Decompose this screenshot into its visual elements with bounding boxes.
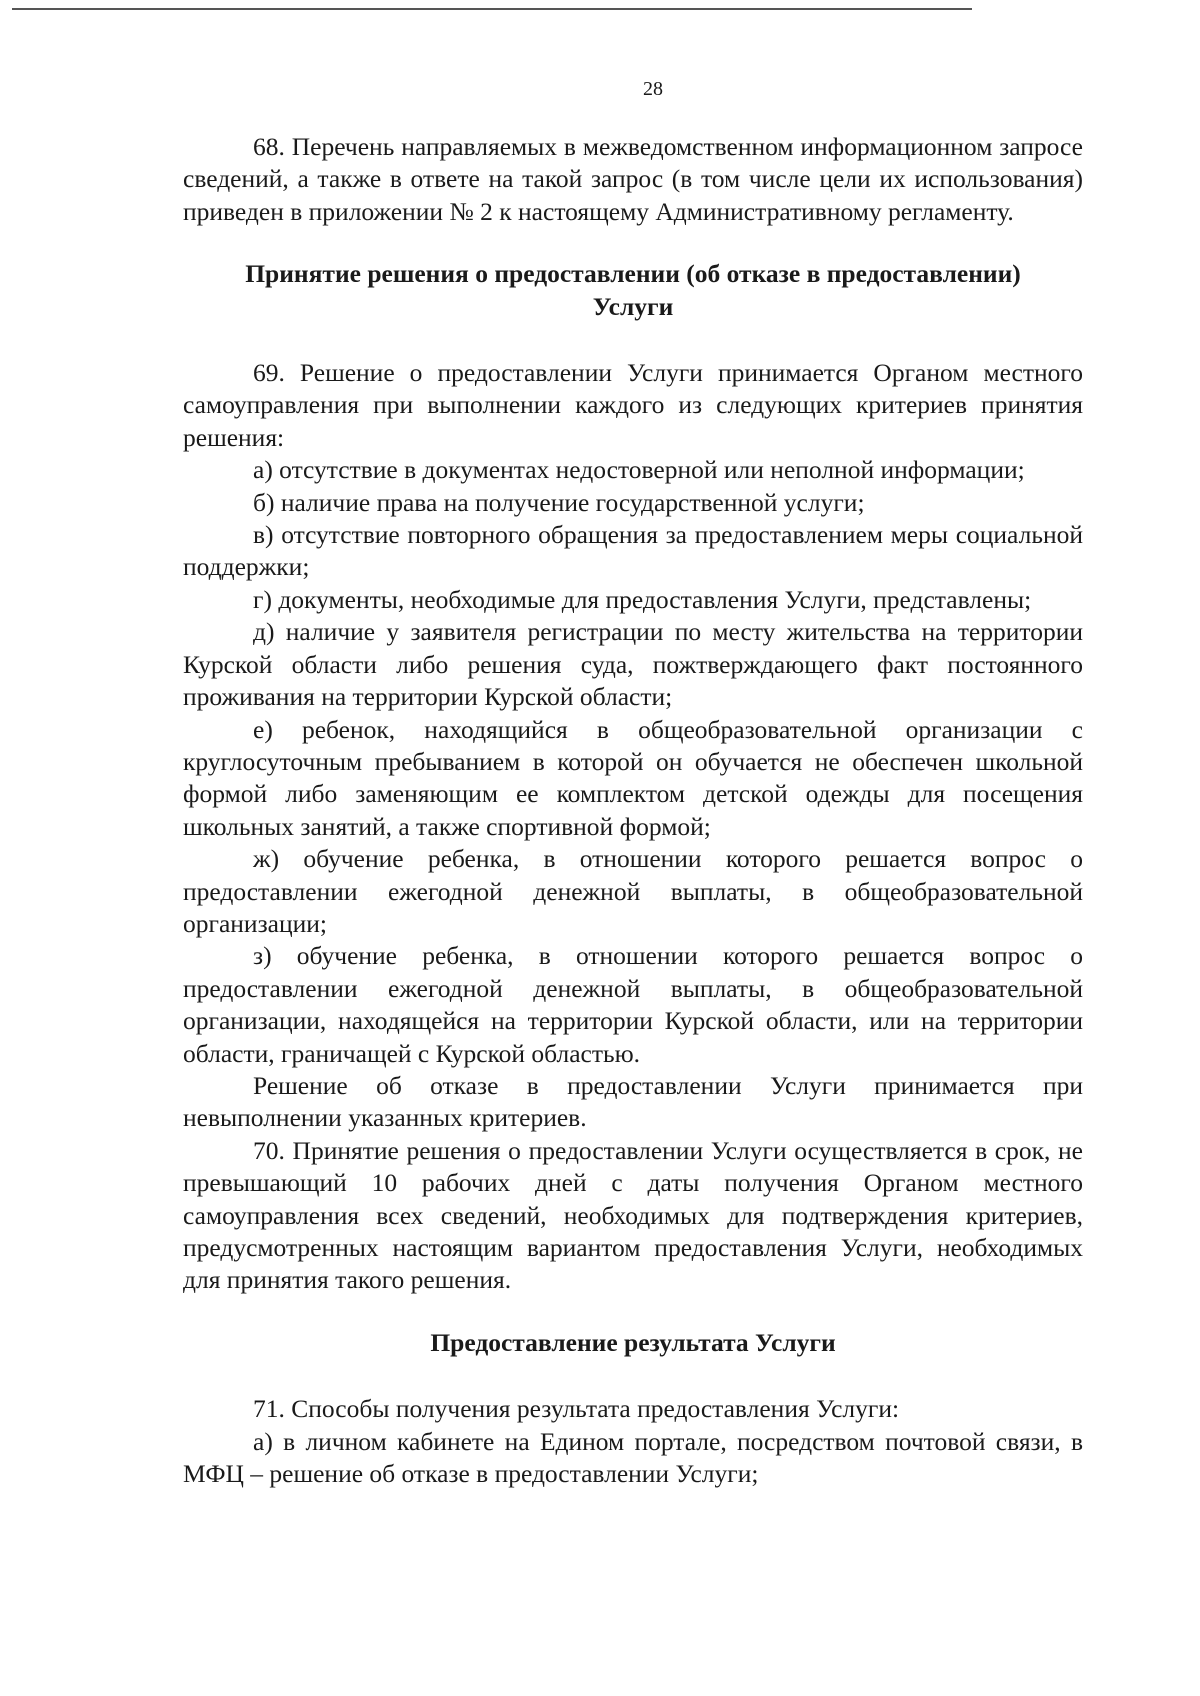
section-block-1 — [183, 131, 1083, 228]
paragraph-71: 71. Способы получения результата предоставления Услуги: — [253, 1394, 900, 1424]
criterion-e: е) ребенок, находящийся в общеобразовательной организации с круглосуточным пребыванием в которой он обучается не обеспечен школьной формой либо заменяющим ее комплектом детской одежды для посещения школьных занятий, а также спортивной формой; — [183, 714, 1083, 841]
section-block-2 — [183, 357, 1083, 1297]
paragraph-70: 70. Принятие решения о предоставлении Услуги осуществляется в срок, не превышающий 10 рабочих дней с даты получения Органом местного самоуправления всех сведений, необходимых для подтверждения критериев, предусмотренных настоящим вариантом предоставления Услуги, необходимых для принятия такого решения. — [183, 1135, 1083, 1295]
scan-top-rule — [12, 8, 972, 10]
section-block-3 — [183, 1393, 1083, 1490]
criterion-g: г) документы, необходимые для предоставления Услуги, представлены; — [253, 584, 1032, 614]
section-heading-decision — [183, 258, 1083, 323]
criterion-b: б) наличие права на получение государственной услуги; — [253, 487, 865, 517]
result-method-a: а) в личном кабинете на Едином портале, посредством почтовой связи, в МФЦ – решение об отказе в предоставлении Услуги; — [183, 1426, 1083, 1489]
refusal-paragraph: Решение об отказе в предоставлении Услуги принимается при невыполнении указанных критериев. — [183, 1070, 1083, 1133]
paragraph-69: 69. Решение о предоставлении Услуги принимается Органом местного самоуправления при выполнении каждого из следующих критериев принятия решения: — [183, 358, 1083, 452]
criterion-v: в) отсутствие повторного обращения за предоставлением меры социальной поддержки; — [183, 520, 1083, 582]
page-number: 28 — [643, 78, 663, 100]
document-page — [183, 78, 1083, 1490]
criterion-a: а) отсутствие в документах недостоверной или неполной информации; — [253, 455, 1025, 485]
criterion-z: з) обучение ребенка, в отношении которого решается вопрос о предоставлении ежегодной денежной выплаты, в общеобразовательной организации, находящейся на территории Курской области, или на территории области, граничащей с Курской областью. — [183, 941, 1083, 1068]
paragraph-68: 68. Перечень направляемых в межведомственном информационном запросе сведений, а также в ответе на такой запрос (в том числе цели их использования) приведен в приложении № 2 к настоящему Административному регламенту. — [183, 132, 1083, 226]
criterion-d: д) наличие у заявителя регистрации по месту жительства на территории Курской области либо решения суда, пожтверждающего факт постоянного проживания на территории Курской области; — [183, 617, 1083, 712]
section-heading-result: Предоставление результата Услуги — [430, 1327, 836, 1357]
criterion-zh: ж) обучение ребенка, в отношении которого решается вопрос о предоставлении ежегодной денежной выплаты, в общеобразовательной организации; — [183, 844, 1083, 938]
section-heading-decision-line2: Услуги — [592, 291, 674, 321]
section-heading-decision-line1: Принятие решения о предоставлении (об отказе в предоставлении) — [245, 259, 1021, 289]
